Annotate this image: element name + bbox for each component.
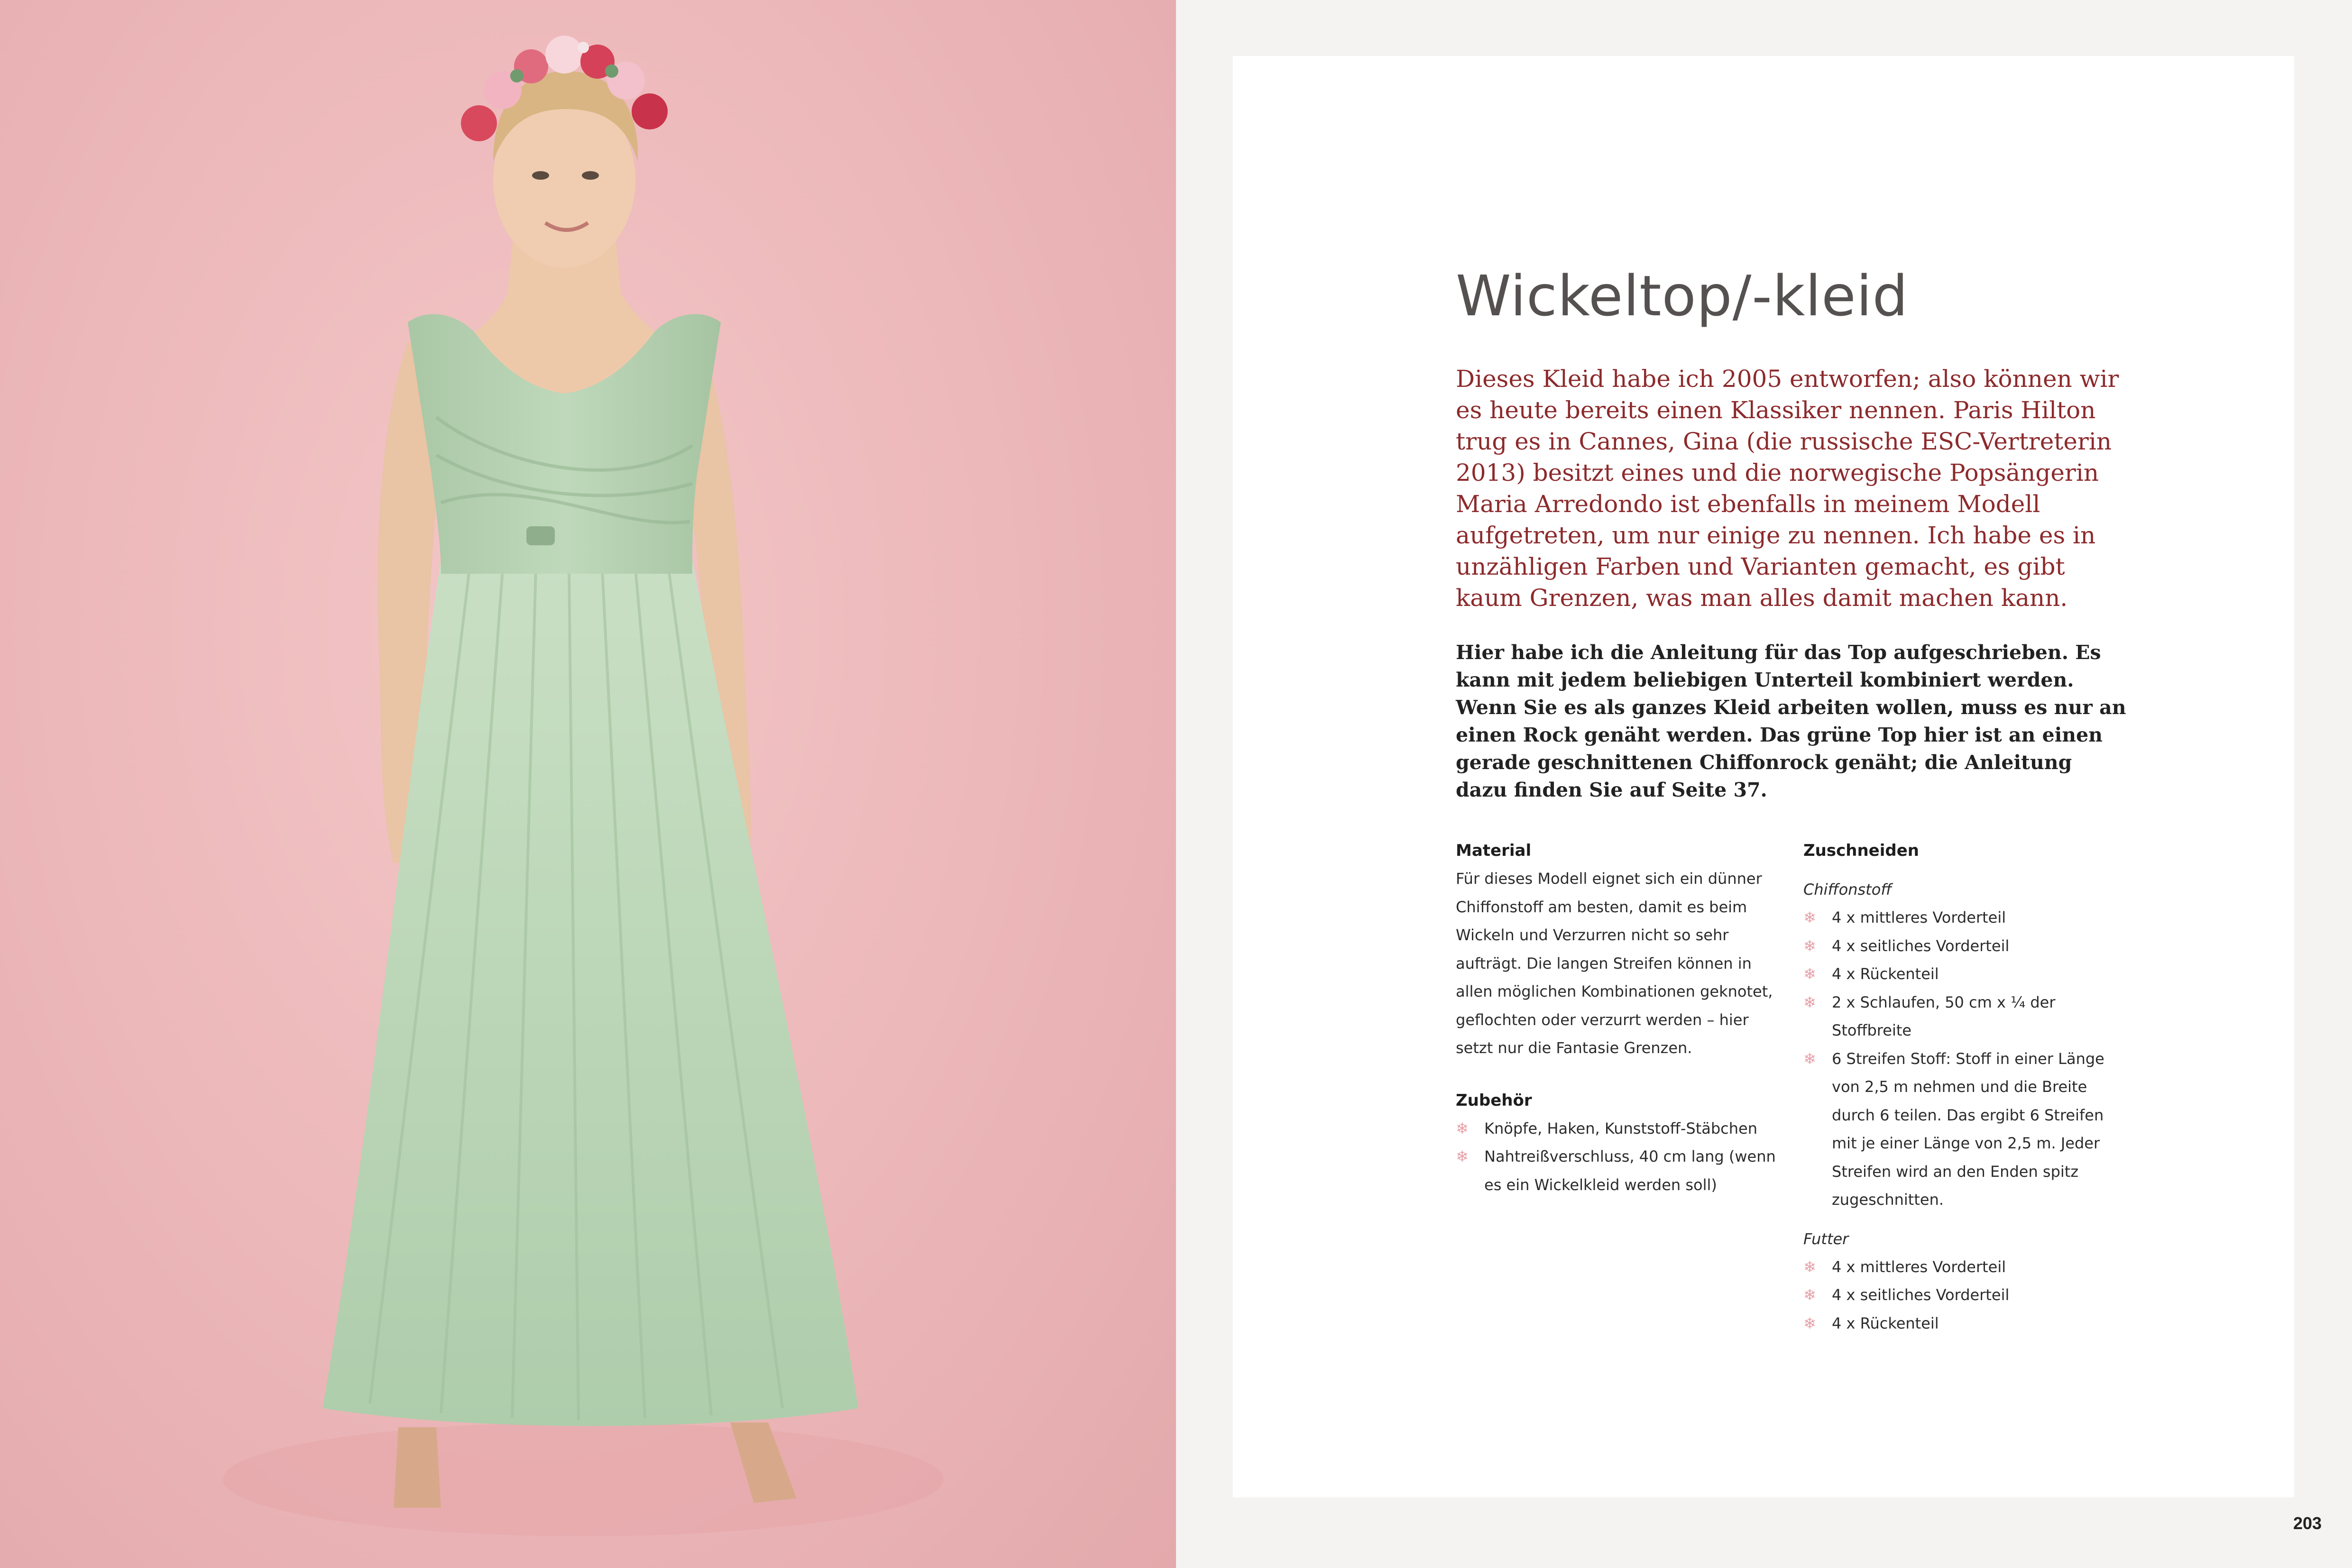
snowflake-icon: ❄: [1803, 1314, 1816, 1332]
snowflake-icon: ❄: [1456, 1147, 1469, 1165]
chiffon-list: [1803, 904, 2131, 1214]
snowflake-icon: ❄: [1803, 936, 1816, 955]
list-item: ❄ 4 x mittleres Vorderteil: [1803, 1253, 2131, 1282]
chiffon-subheading: Chiffonstoff: [1803, 880, 1892, 899]
futter-subheading: Futter: [1803, 1229, 1849, 1248]
list-item: ❄ 6 Streifen Stoff: Stoff in einer Länge von 2,5 m nehmen und die Breite durch 6 teilen. Das ergibt 6 Streifen mit je einer Länge von 2,5 m. Jeder Streifen wird an den Enden spitz zugeschnitten.: [1803, 1045, 2131, 1214]
snowflake-icon: ❄: [1803, 965, 1816, 983]
list-item: ❄ 2 x Schlaufen, 50 cm x ¼ der Stoffbreite: [1803, 989, 2131, 1045]
list-item: ❄ 4 x seitliches Vorderteil: [1803, 1281, 2131, 1310]
right-column: [1803, 836, 2131, 1338]
snowflake-icon: ❄: [1803, 1257, 1816, 1276]
snowflake-icon: ❄: [1803, 908, 1816, 926]
list-item: ❄ 4 x Rückenteil: [1803, 960, 2131, 989]
zuschneiden-heading: Zuschneiden: [1803, 841, 1919, 860]
left-column: [1456, 836, 1788, 1199]
snowflake-icon: ❄: [1803, 1049, 1816, 1068]
zubehoer-list: [1456, 1115, 1788, 1200]
description-paragraph: Hier habe ich die Anleitung für das Top aufgeschrieben. Es kann mit jedem beliebigen Unterteil kombiniert werden. Wenn Sie es als ganzes Kleid arbeiten wollen, muss es nur an einen Rock genäht werden. Das grüne Top hier ist an einen gerade geschnittenen Chiffonrock genäht; die Anleitung dazu finden Sie auf Seite 37.: [1456, 641, 2126, 801]
left-eye: [532, 171, 549, 180]
list-item: ❄ 4 x seitliches Vorderteil: [1803, 932, 2131, 961]
page-title: Wickeltop/-kleid: [1456, 263, 1909, 329]
right-eye: [582, 171, 599, 180]
material-heading: Material: [1456, 841, 1532, 860]
snowflake-icon: ❄: [1803, 1286, 1816, 1304]
snowflake-icon: ❄: [1803, 993, 1816, 1011]
list-item: ❄ Nahtreißverschluss, 40 cm lang (wenn es ein Wickelkleid werden soll): [1456, 1143, 1788, 1199]
zubehoer-heading: Zubehör: [1456, 1091, 1532, 1110]
list-item: ❄ 4 x Rückenteil: [1803, 1310, 2131, 1338]
floor-shadow: [223, 1422, 944, 1536]
material-text: Für dieses Modell eignet sich ein dünner Chiffonstoff am besten, damit es beim Wickeln und Verzurren nicht so sehr aufträgt. Die langen Streifen können in allen möglichen Kombinationen geknotet, geflochten oder verzurrt werden – hier setzt nur die Fantasie Grenzen.: [1456, 870, 1773, 1057]
intro-paragraph: Dieses Kleid habe ich 2005 entworfen; also können wir es heute bereits einen Klassiker nennen. Paris Hilton trug es in Cannes, Gina (die russische ESC-Vertreterin 2013) besitzt eines und die norwegische Popsängerin Maria Arredondo ist ebenfalls in meinem Modell aufgetreten, um nur einige zu nennen. Ich habe es in unzähligen Farben und Varianten gemacht, es gibt kaum Grenzen, was man alles damit machen kann.: [1456, 365, 2119, 612]
list-item: ❄ 4 x mittleres Vorderteil: [1803, 904, 2131, 932]
list-item: ❄ Knöpfe, Haken, Kunststoff-Stäbchen: [1456, 1115, 1788, 1143]
futter-list: [1803, 1253, 2131, 1338]
page-number: 203: [2293, 1513, 2322, 1533]
dress-clasp: [526, 526, 555, 545]
left-foot: [394, 1427, 441, 1508]
snowflake-icon: ❄: [1456, 1119, 1469, 1137]
